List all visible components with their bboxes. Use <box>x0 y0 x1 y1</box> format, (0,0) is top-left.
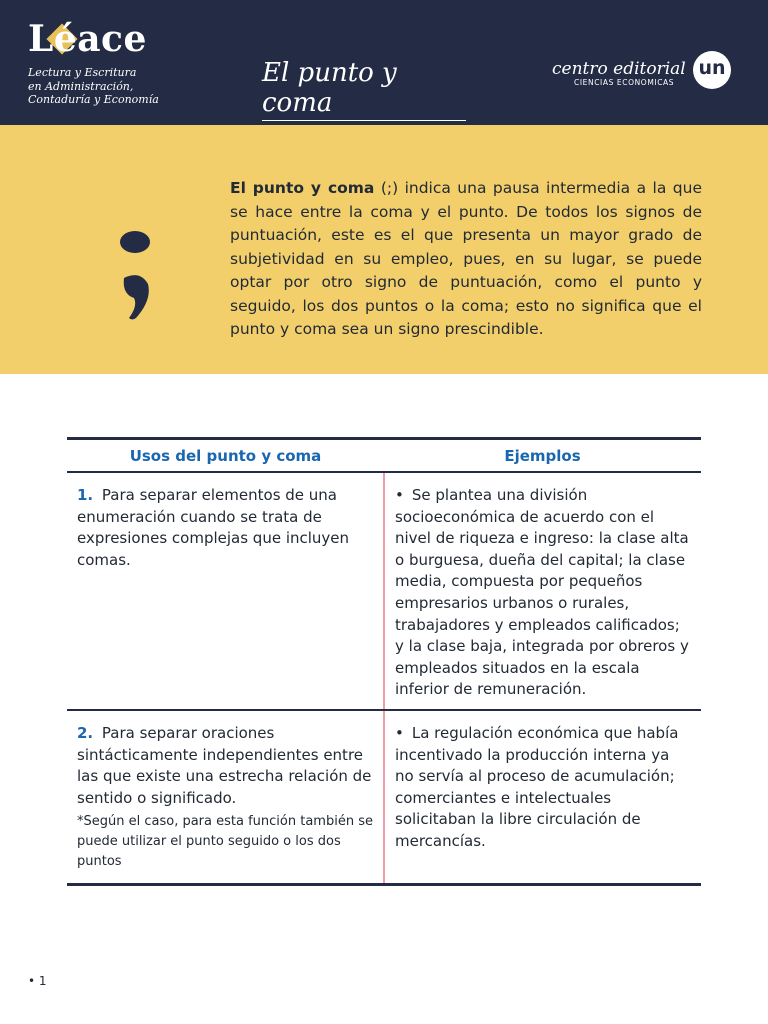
intro-body: (;) indica una pausa intermedia a la que se hace entre la coma y el punto. De todos los signos de puntuación, este es el que presenta un mayor grado de subjetividad en su empleo, pues, en su lugar, se puede optar por otro signo de puntuación, como el punto y seguido, los dos puntos o la coma; esto no significa que el punto y coma sea un signo prescindible. <box>230 179 702 338</box>
example-cell <box>384 710 701 885</box>
logo-subtitle-line: en Administración, <box>28 79 134 93</box>
publisher-subtitle: CIENCIAS ECONOMICAS <box>574 78 675 87</box>
use-text: Para separar elementos de una enumeración cuando se trata de expresiones complejas que incluyen comas. <box>77 486 350 569</box>
bullet-icon: • <box>395 486 404 504</box>
use-text: Para separar oraciones sintácticamente independientes entre las que existe una estrecha relación de sentido o significado. <box>77 723 372 807</box>
example-text: Se plantea una división socioeconómica de acuerdo con el nivel de riqueza e ingreso: la clase alta o burguesa, dueña del capital; la clase media, compuesta por pequeños empresarios urbanos o rurales, trabajadores y empleados calificados; y la clase baja, integrada por obreros y empleados situados en la escala inferior de remuneración. <box>395 486 689 699</box>
use-cell <box>67 472 384 710</box>
intro-lead: El punto y coma <box>230 179 375 197</box>
table-row <box>67 710 701 885</box>
page-header <box>0 0 768 125</box>
use-cell <box>67 710 384 885</box>
publisher-name: centro editorial <box>552 59 686 79</box>
example-text: La regulación económica que había incentivado la producción interna ya no servía al proceso de acumulación; comerciantes e intelectuales solicitaban la libre circulación de mercancías. <box>395 723 679 850</box>
page-number: • 1 <box>28 974 47 988</box>
logo-subtitle <box>28 66 159 107</box>
example-cell <box>384 472 701 710</box>
page-title: El punto y coma <box>262 58 466 121</box>
logo-subtitle-line: Lectura y Escritura <box>28 66 137 79</box>
logo-subtitle-line: Contaduría y Economía <box>28 93 159 106</box>
un-logo-icon: un <box>693 51 731 89</box>
publisher-block <box>552 59 686 87</box>
table-header-row <box>67 439 701 473</box>
logo-text: Léace <box>28 18 147 60</box>
header-uses: Usos del punto y coma <box>67 439 384 473</box>
use-number: 2. <box>77 723 94 742</box>
use-number: 1. <box>77 486 94 504</box>
intro-paragraph <box>230 177 702 342</box>
semicolon-icon <box>116 214 156 324</box>
header-examples: Ejemplos <box>384 439 701 473</box>
bullet-icon: • <box>395 723 404 742</box>
use-note: *Según el caso, para esta función también se puede utilizar el punto seguido o los dos puntos <box>77 814 373 870</box>
usage-table <box>67 437 701 886</box>
table-row <box>67 472 701 710</box>
leace-logo <box>28 18 147 60</box>
